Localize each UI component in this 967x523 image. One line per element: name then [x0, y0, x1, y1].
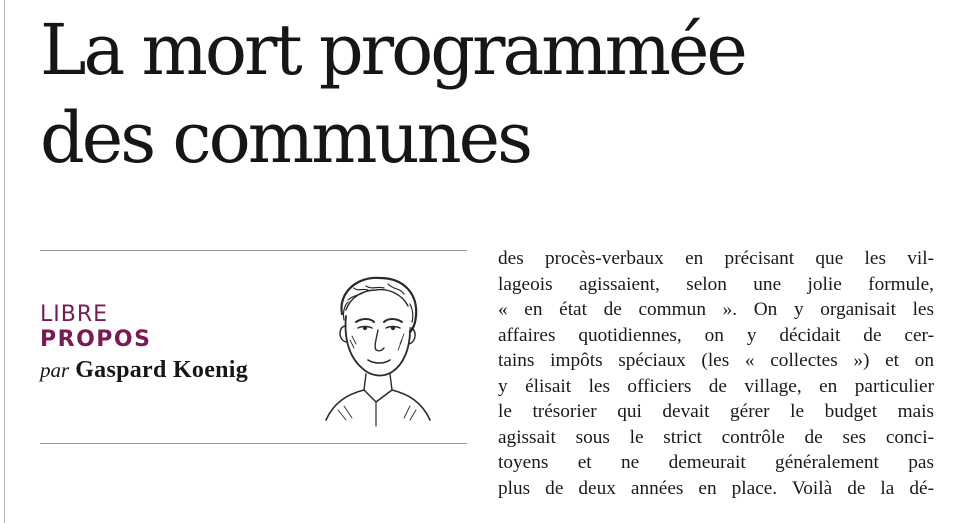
article-headline	[40, 6, 745, 182]
body-line: des procès-verbaux en précisant que les vil-	[498, 248, 934, 269]
column-header-top-rule	[40, 250, 467, 251]
body-line: toyens et ne demeurait généralement pas	[498, 452, 934, 473]
body-line: y élisait les officiers de village, en particulier	[498, 375, 934, 397]
column-label-line-2: PROPOS	[40, 327, 152, 352]
headline-line-2: des communes	[40, 97, 531, 179]
body-line: le trésorier qui devait gérer le budget mais	[498, 401, 934, 422]
body-line: lageois agissaient, selon une jolie formule,	[498, 273, 934, 295]
article-body-column	[498, 246, 934, 501]
author-portrait-illustration	[318, 270, 436, 428]
column-label	[40, 302, 151, 352]
column-label-line-1: LIBRE	[40, 302, 109, 327]
page-edge-rule	[4, 0, 5, 523]
author-name: Gaspard Koenig	[75, 357, 249, 383]
headline-line-1: La mort programmée	[40, 9, 745, 91]
body-line: affaires quotidiennes, on y décidait de cer-	[498, 324, 934, 346]
body-line: tains impôts spéciaux (les « collectes ») et on	[498, 350, 934, 371]
byline	[40, 356, 248, 384]
body-line: « en état de commun ». On y organisait les	[498, 299, 934, 320]
body-line: plus de deux années en place. Voilà de la dé-	[498, 477, 934, 499]
byline-prefix: par	[40, 358, 70, 382]
body-line: agissait sous le strict contrôle de ses conci-	[498, 426, 934, 448]
column-header-bottom-rule	[40, 443, 467, 444]
